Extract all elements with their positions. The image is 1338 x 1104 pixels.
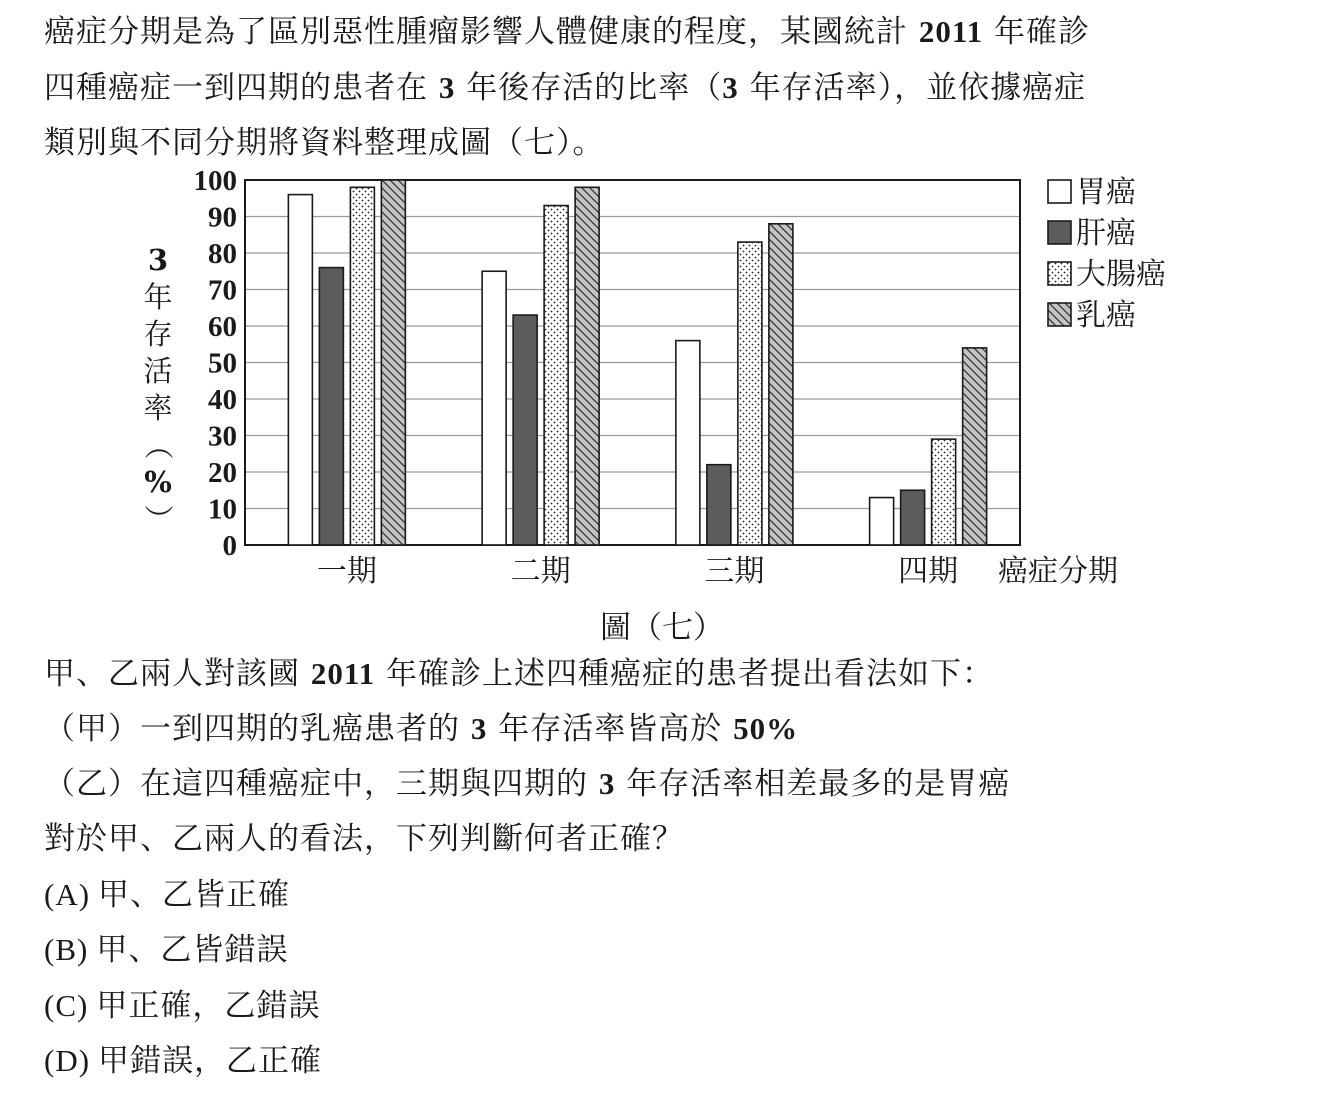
bar-大腸癌-四期 (932, 439, 956, 545)
bar-胃癌-三期 (676, 341, 700, 545)
survival-rate-bar-chart (130, 160, 1210, 600)
bar-乳癌-三期 (769, 224, 793, 545)
y-axis-title-char: 率 (143, 391, 173, 425)
option-d[interactable]: (D) 甲錯誤，乙正確 (44, 1043, 323, 1079)
x-tick-label: 二期 (510, 554, 571, 589)
y-tick-label: 40 (208, 384, 237, 416)
y-tick-label: 80 (208, 238, 237, 270)
y-axis-title-char: （ (141, 430, 175, 460)
bar-大腸癌-二期 (544, 206, 568, 545)
intro-line-3: 類別與不同分期將資料整理成圖（七）。 (44, 125, 605, 161)
legend-label: 胃癌 (1076, 175, 1136, 210)
bar-乳癌-二期 (575, 187, 599, 545)
y-axis-title-char: 存 (143, 317, 173, 351)
y-tick-label: 10 (208, 493, 237, 526)
bar-乳癌-四期 (963, 348, 987, 545)
legend-label: 肝癌 (1076, 216, 1136, 251)
bar-大腸癌-一期 (350, 187, 374, 545)
legend (1048, 175, 1166, 333)
bar-胃癌-四期 (870, 498, 894, 545)
x-axis-title: 癌症分期 (998, 554, 1118, 589)
legend-swatch-大腸癌 (1048, 262, 1071, 285)
statement-yi: （乙）在這四種癌症中，三期與四期的 3 年存活率相差最多的是胃癌 (44, 766, 1011, 802)
y-tick-label: 20 (208, 457, 237, 489)
bar-肝癌-四期 (901, 490, 925, 545)
intro-line-2: 四種癌症一到四期的患者在 3 年後存活的比率（3 年存活率），並依據癌症 (44, 70, 1087, 106)
legend-label: 乳癌 (1076, 298, 1136, 333)
bar-肝癌-一期 (319, 268, 343, 545)
option-c[interactable]: (C) 甲正確，乙錯誤 (44, 988, 321, 1024)
legend-swatch-胃癌 (1048, 180, 1071, 203)
statement-intro: 甲、乙兩人對該國 2011 年確診上述四種癌症的患者提出看法如下： (44, 656, 995, 692)
bar-胃癌-二期 (482, 271, 506, 545)
bar-大腸癌-三期 (738, 242, 762, 545)
plot-area (141, 165, 1118, 589)
question-text: 對於甲、乙兩人的看法，下列判斷何者正確？ (44, 821, 684, 857)
x-tick-label: 一期 (316, 554, 377, 589)
y-tick-label: 90 (208, 201, 237, 234)
y-tick-label: 70 (208, 274, 237, 307)
y-axis-title-char: % (144, 465, 172, 499)
y-axis-title-char: 3 (147, 243, 169, 277)
legend-swatch-乳癌 (1048, 303, 1071, 326)
intro-paragraph (44, 4, 1304, 171)
y-tick-label: 60 (208, 311, 237, 343)
bar-肝癌-二期 (513, 315, 537, 545)
y-tick-label: 0 (222, 530, 237, 562)
y-tick-label: 100 (193, 165, 237, 197)
option-b[interactable]: (B) 甲、乙皆錯誤 (44, 932, 289, 968)
x-tick-label: 四期 (898, 554, 959, 589)
legend-label: 大腸癌 (1076, 257, 1166, 292)
x-tick-label: 三期 (704, 554, 765, 589)
option-a[interactable]: (A) 甲、乙皆正確 (44, 877, 291, 913)
statement-jia: （甲）一到四期的乳癌患者的 3 年存活率皆高於 50% (44, 711, 799, 747)
bar-胃癌-一期 (288, 195, 312, 545)
bar-乳癌-一期 (381, 180, 405, 545)
figure-caption: 圖（七） (600, 610, 724, 646)
y-axis-title-char: ） (141, 504, 175, 534)
intro-line-1: 癌症分期是為了區別惡性腫瘤影響人體健康的程度，某國統計 2011 年確診 (44, 14, 1091, 50)
y-axis-title-char: 活 (143, 354, 173, 388)
bar-肝癌-三期 (707, 465, 731, 545)
y-tick-label: 50 (208, 347, 237, 380)
legend-swatch-肝癌 (1048, 221, 1071, 244)
y-tick-label: 30 (208, 420, 237, 453)
y-axis-title-char: 年 (143, 280, 173, 314)
